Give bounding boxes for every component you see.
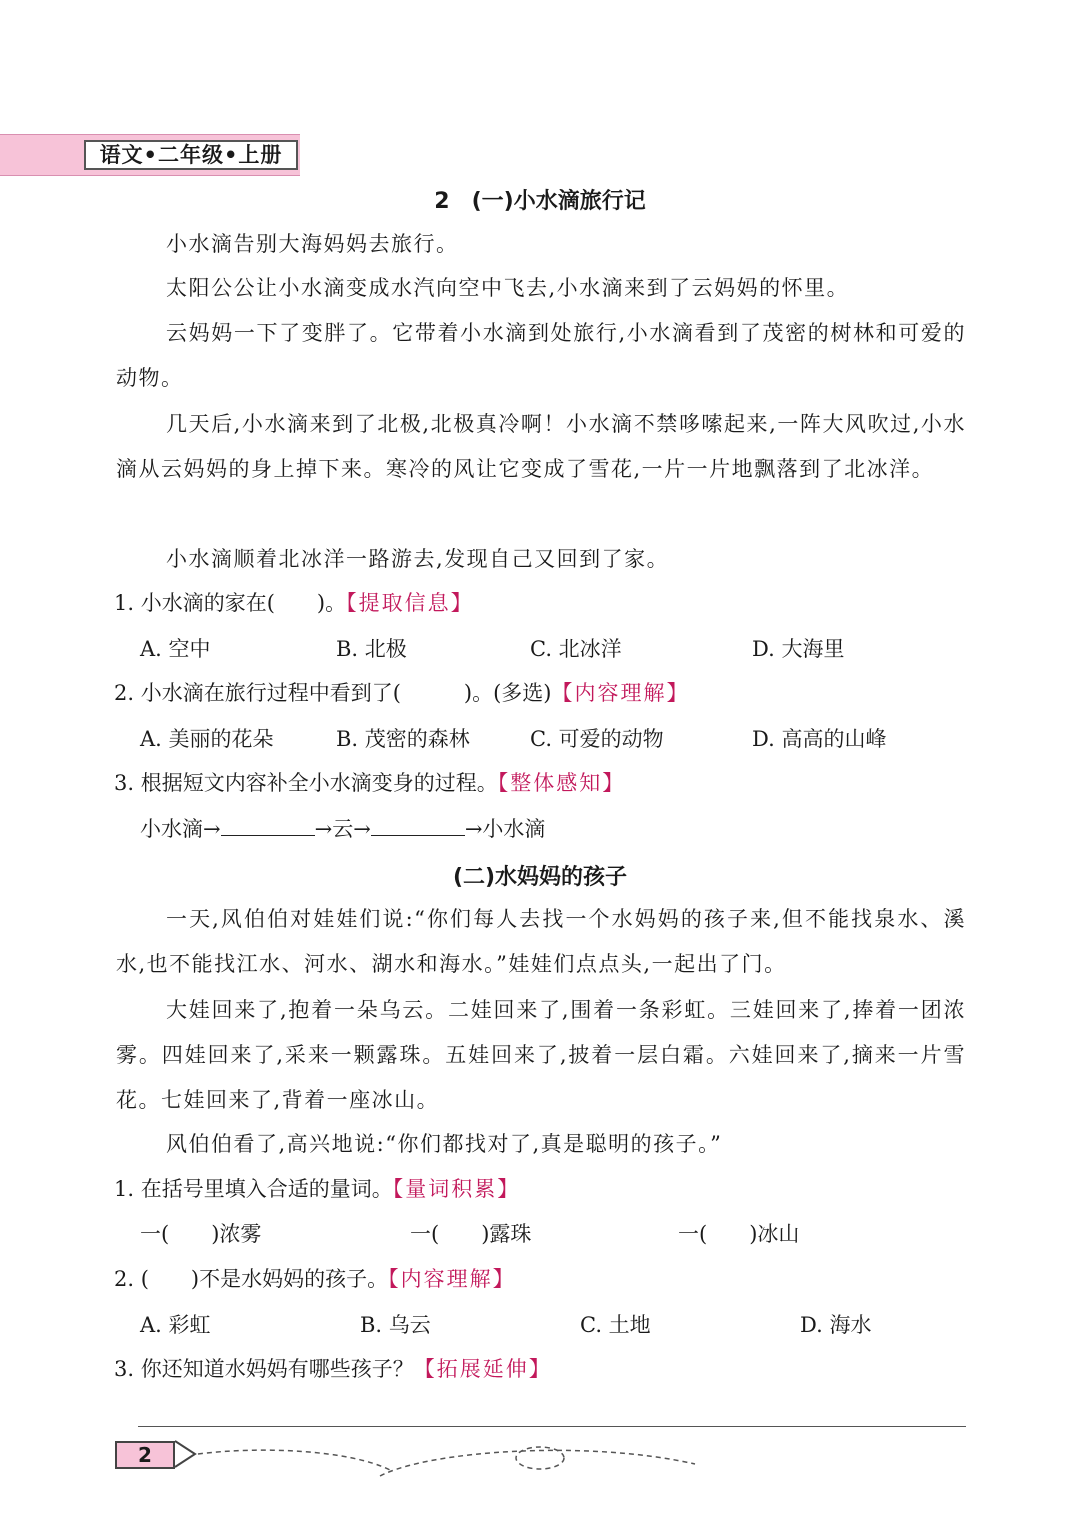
s1-q3-flow [140, 814, 545, 844]
s2-q2-text: 2. ( )不是水妈妈的孩子。 [114, 1267, 389, 1291]
s2-q2-option-b[interactable]: B. 乌云 [360, 1313, 431, 1337]
s1-q2-option-c[interactable]: C. 可爱的动物 [530, 727, 664, 751]
s2-q2-option-c[interactable]: C. 土地 [580, 1313, 651, 1337]
s1-q3-text: 3. 根据短文内容补全小水滴变身的过程。 [114, 771, 498, 795]
s2-q1-tag: 【量词积累】 [392, 1177, 521, 1201]
s2-paragraph-1: 一天,风伯伯对娃娃们说:“你们每人去找一个水妈妈的孩子来,但不能找泉水、溪水,也不能找江水、河水、湖水和海水。”娃娃们点点头,一起出了门。 [116, 907, 966, 976]
flow-start: 小水滴→ [140, 817, 221, 841]
s1-q1-text: 1. 小水滴的家在( )。 [114, 591, 347, 615]
s1-q1-option-d[interactable]: D. 大海里 [752, 637, 845, 661]
s2-paragraph-3: 风伯伯看了,高兴地说:“你们都找对了,真是聪明的孩子。” [166, 1132, 723, 1156]
flow-blank-2[interactable] [371, 815, 465, 836]
s1-q1-option-a[interactable]: A. 空中 [140, 637, 211, 661]
s2-q1-text: 1. 在括号里填入合适的量词。 [114, 1177, 393, 1201]
flow-mid: →云→ [314, 817, 371, 841]
s1-paragraph-1: 小水滴告别大海妈妈去旅行。 [166, 232, 459, 256]
s1-q1-option-c[interactable]: C. 北冰洋 [530, 637, 622, 661]
section2-title: (二)水妈妈的孩子 [452, 865, 628, 890]
s1-q1-tag: 【提取信息】 [346, 591, 474, 615]
s2-q1-item-2[interactable]: 一( )露珠 [410, 1222, 532, 1246]
s2-q3-tag: 【拓展延伸】 [413, 1357, 552, 1381]
s1-q2-tag: 【内容理解】 [551, 681, 690, 705]
s2-q2-option-d[interactable]: D. 海水 [800, 1313, 872, 1337]
s2-paragraph-2: 大娃回来了,抱着一朵乌云。二娃回来了,围着一条彩虹。三娃回来了,捧着一团浓雾。四娃回来了,采来一颗露珠。五娃回来了,披着一层白霜。六娃回来了,摘来一片雪花。七娃回来了,背着一座冰山。 [116, 998, 966, 1112]
s2-question-2 [114, 1264, 974, 1294]
s1-paragraph-3: 云妈妈一下了变胖了。它带着小水滴到处旅行,小水滴看到了茂密的树林和可爱的动物。 [116, 321, 966, 390]
flow-blank-1[interactable] [221, 815, 315, 836]
s2-question-3 [114, 1354, 974, 1384]
s1-q3-tag: 【整体感知】 [497, 771, 626, 795]
s1-paragraph-5: 小水滴顺着北冰洋一路游去,发现自己又回到了家。 [166, 547, 670, 571]
s2-q2-tag: 【内容理解】 [388, 1267, 516, 1291]
s1-q2-option-a[interactable]: A. 美丽的花朵 [140, 727, 274, 751]
s1-paragraph-4: 几天后,小水滴来到了北极,北极真冷啊！小水滴不禁哆嗦起来,一阵大风吹过,小水滴从云妈妈的身上掉下来。寒冷的风让它变成了雪花,一片一片地飘落到了北冰洋。 [116, 412, 966, 481]
s1-q2-option-b[interactable]: B. 茂密的森林 [336, 727, 470, 751]
s1-question-1 [114, 588, 974, 618]
s2-q2-option-a[interactable]: A. 彩虹 [140, 1313, 211, 1337]
s1-q1-option-b[interactable]: B. 北极 [336, 637, 407, 661]
book-label: 语文•二年级•上册 [84, 140, 298, 170]
s1-q2-text: 2. 小水滴在旅行过程中看到了( )。(多选) [114, 681, 552, 705]
s1-paragraph-2: 太阳公公让小水滴变成水汽向空中飞去,小水滴来到了云妈妈的怀里。 [166, 276, 850, 300]
footer-rule [138, 1426, 966, 1427]
s2-q3-text: 3. 你还知道水妈妈有哪些孩子？ [114, 1357, 414, 1381]
page-number: 2 [115, 1441, 175, 1469]
s2-q1-item-3[interactable]: 一( )冰山 [678, 1222, 800, 1246]
s2-question-1 [114, 1174, 974, 1204]
dashed-path-decoration-icon [170, 1436, 710, 1486]
s1-q2-option-d[interactable]: D. 高高的山峰 [752, 727, 887, 751]
flow-end: →小水滴 [464, 817, 546, 841]
s2-q1-item-1[interactable]: 一( )浓雾 [140, 1222, 262, 1246]
s1-question-3 [114, 768, 974, 798]
s1-question-2 [114, 678, 974, 708]
section1-title: 2 (一)小水滴旅行记 [434, 189, 646, 214]
